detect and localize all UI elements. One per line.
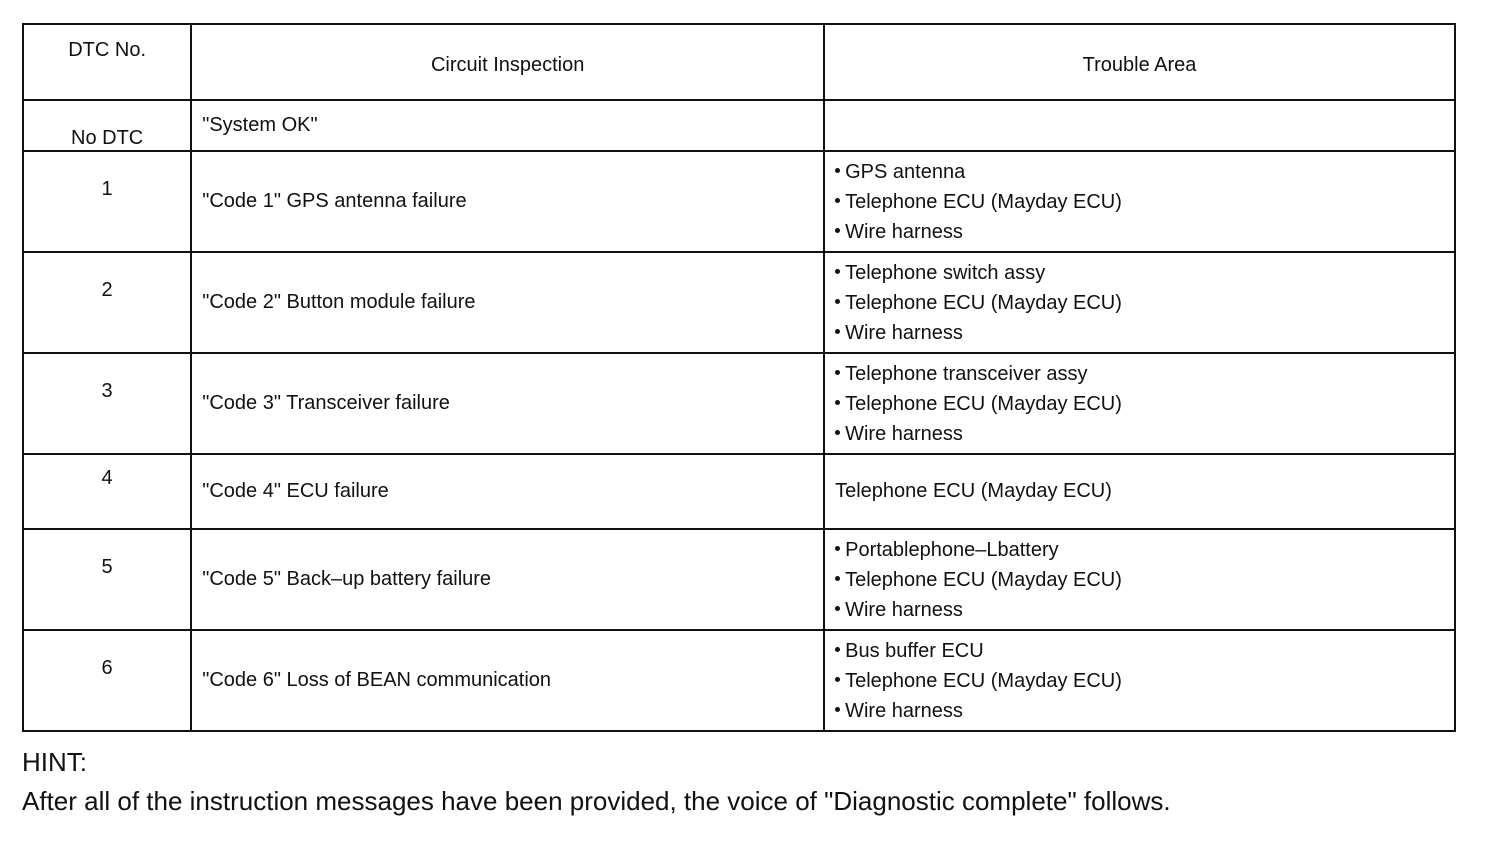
dtc-code-cell: 5 (23, 529, 191, 630)
inspection-cell: "Code 4" ECU failure (191, 454, 824, 529)
bullet-icon (835, 329, 840, 334)
list-item (835, 389, 1454, 419)
inspection-cell: "Code 1" GPS antenna failure (191, 151, 824, 252)
list-item (835, 359, 1454, 389)
header-dtc-no: DTC No. (23, 24, 191, 100)
inspection-cell: "Code 3" Transceiver failure (191, 353, 824, 454)
list-item (835, 288, 1454, 318)
hint-text: After all of the instruction messages have been provided, the voice of "Diagnostic complete" follows. (22, 786, 1171, 816)
bullet-icon (835, 647, 840, 652)
trouble-area-item: Bus buffer ECU (845, 639, 984, 662)
bullet-icon (835, 677, 840, 682)
inspection-cell: "Code 5" Back–up battery failure (191, 529, 824, 630)
table-row (23, 454, 1455, 529)
trouble-area-list (835, 258, 1454, 348)
header-circuit-inspection: Circuit Inspection (191, 24, 824, 100)
bullet-icon (835, 400, 840, 405)
list-item (835, 666, 1454, 696)
header-trouble-area: Trouble Area (824, 24, 1455, 100)
dtc-code-cell: No DTC (23, 100, 191, 151)
list-item (835, 565, 1454, 595)
trouble-area-cell: Telephone ECU (Mayday ECU) (824, 454, 1455, 529)
list-item (835, 217, 1454, 247)
trouble-area-cell (824, 630, 1455, 731)
trouble-area-item: GPS antenna (845, 160, 966, 183)
list-item (835, 258, 1454, 288)
trouble-area-item: Telephone ECU (Mayday ECU) (845, 669, 1122, 692)
trouble-area-list (835, 535, 1454, 625)
dtc-code-cell: 2 (23, 252, 191, 353)
trouble-area-list (835, 359, 1454, 449)
dtc-code-cell: 4 (23, 454, 191, 529)
table-row (23, 100, 1455, 151)
trouble-area-item: Telephone transceiver assy (845, 362, 1088, 385)
trouble-area-list (835, 157, 1454, 247)
trouble-area-item: Telephone ECU (Mayday ECU) (845, 392, 1122, 415)
trouble-area-item: Wire harness (845, 220, 963, 243)
list-item (835, 157, 1454, 187)
trouble-area-cell (824, 353, 1455, 454)
bullet-icon (835, 576, 840, 581)
bullet-icon (835, 198, 840, 203)
dtc-code-cell: 6 (23, 630, 191, 731)
bullet-icon (835, 606, 840, 611)
table-row (23, 151, 1455, 252)
bullet-icon (835, 546, 840, 551)
bullet-icon (835, 269, 840, 274)
dtc-code-cell: 3 (23, 353, 191, 454)
bullet-icon (835, 168, 840, 173)
trouble-area-cell (824, 100, 1455, 151)
list-item (835, 595, 1454, 625)
dtc-table (22, 23, 1456, 732)
trouble-area-item: Wire harness (845, 699, 963, 722)
trouble-area-item: Telephone ECU (Mayday ECU) (845, 190, 1122, 213)
trouble-area-item: Portablephone–Lbattery (845, 538, 1059, 561)
list-item (835, 696, 1454, 726)
table-row (23, 252, 1455, 353)
list-item (835, 636, 1454, 666)
hint-label: HINT: (22, 747, 87, 777)
trouble-area-item: Wire harness (845, 422, 963, 445)
bullet-icon (835, 299, 840, 304)
trouble-area-cell (824, 529, 1455, 630)
bullet-icon (835, 430, 840, 435)
trouble-area-list (835, 636, 1454, 726)
bullet-icon (835, 228, 840, 233)
trouble-area-item: Telephone switch assy (845, 261, 1046, 284)
table-row (23, 529, 1455, 630)
list-item (835, 535, 1454, 565)
table-row (23, 353, 1455, 454)
trouble-area-item: Wire harness (845, 321, 963, 344)
bullet-icon (835, 707, 840, 712)
table-row (23, 630, 1455, 731)
list-item (835, 187, 1454, 217)
table-header-row (23, 24, 1455, 100)
list-item (835, 318, 1454, 348)
trouble-area-item: Wire harness (845, 598, 963, 621)
trouble-area-cell (824, 151, 1455, 252)
trouble-area-item: Telephone ECU (Mayday ECU) (845, 291, 1122, 314)
inspection-cell: "System OK" (191, 100, 824, 151)
inspection-cell: "Code 2" Button module failure (191, 252, 824, 353)
trouble-area-cell (824, 252, 1455, 353)
bullet-icon (835, 370, 840, 375)
list-item (835, 419, 1454, 449)
inspection-cell: "Code 6" Loss of BEAN communication (191, 630, 824, 731)
dtc-code-cell: 1 (23, 151, 191, 252)
trouble-area-item: Telephone ECU (Mayday ECU) (845, 568, 1122, 591)
